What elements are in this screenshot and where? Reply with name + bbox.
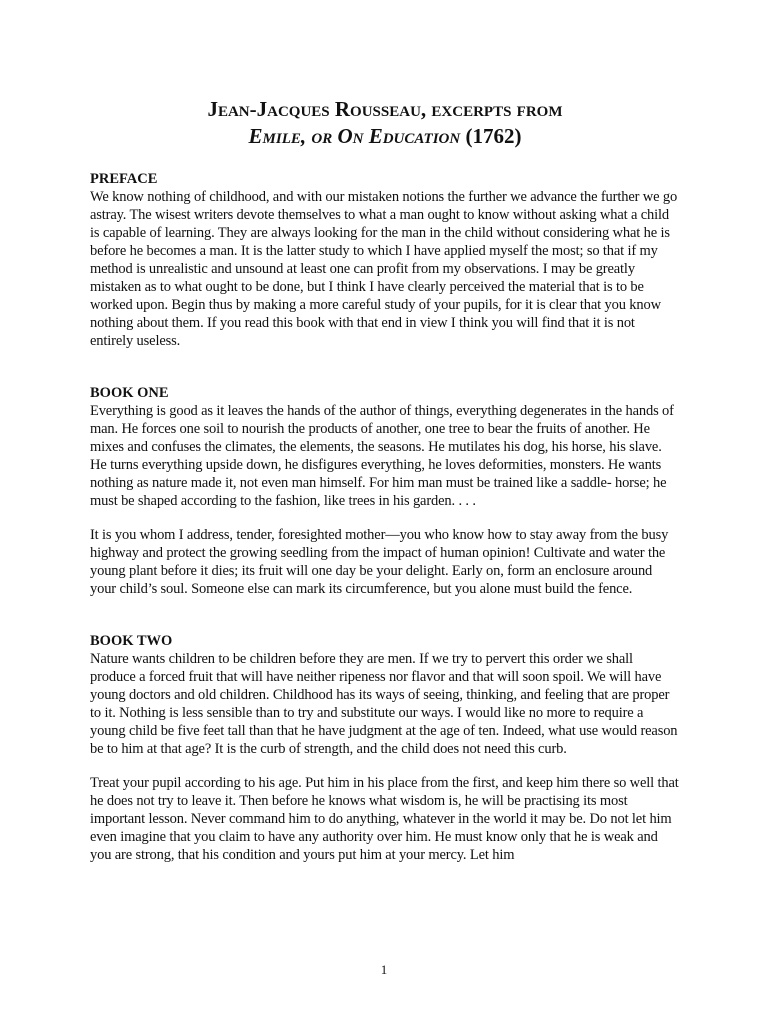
section-heading-book-two: BOOK TWO (90, 633, 173, 649)
section-book-two (90, 632, 680, 864)
paragraph: It is you whom I address, tender, foresighted mother—you who know how to stay away from the busy highway and protect the growing seedling from the impact of human opinion! Cultivate and water the young plant before it dies; its fruit will one day be your delight. Early on, form an enclosure around your child’s soul. Someone else can mark its circumference, but you alone must build the fence. (90, 527, 669, 597)
section-book-one (90, 384, 680, 598)
section-spacer (90, 598, 680, 632)
document-title (90, 96, 680, 150)
title-work-line (90, 123, 680, 150)
paragraph-spacer (90, 758, 680, 774)
paragraph: Everything is good as it leaves the hands of the author of things, everything degenerates in the hands of man. He forces one soil to nourish the products of another, one tree to bear the fruits of another. He mixes and confuses the climates, the elements, the seasons. He mutilates his dog, his horse, his slave. He turns everything upside down, he disfigures everything, he loves deformities, monsters. He wants nothing as nature made it, not even man himself. For him man must be trained like a saddle- horse; he must be shaped according to the fashion, like trees in his garden. . . . (90, 403, 674, 509)
page-number: 1 (380, 962, 388, 977)
section-spacer (90, 350, 680, 384)
section-heading-book-one: BOOK ONE (90, 385, 169, 401)
paragraph-spacer (90, 510, 680, 526)
section-heading-preface: PREFACE (90, 171, 158, 187)
title-author-line: Jean-Jacques Rousseau, excerpts from (207, 97, 563, 121)
title-work-name: Emile, or On Education (248, 124, 461, 148)
paragraph: Nature wants children to be children before they are men. If we try to pervert this order we shall produce a forced fruit that will have neither ripeness nor flavor and that will soon spoil. We will have young doctors and old children. Childhood has its ways of seeing, thinking, and feeling that are proper to it. Nothing is less sensible than to try and substitute our ways. I would like no more to require a young child be five feet tall than that he have judgment at the age of ten. Indeed, what use would reason be to him at that age? It is the curb of strength, and the child does not need this curb. (90, 651, 678, 757)
title-year: (1762) (460, 124, 522, 148)
paragraph: Treat your pupil according to his age. Put him in his place from the first, and keep him there so well that he does not try to leave it. Then before he knows what wisdom is, he will be practising its most important lesson. Never command him to do anything, whatever in the world it may be. Do not let him even imagine that you claim to have any authority over him. He must know only that he is weak and you are strong, that his condition and yours put him at your mercy. Let him (90, 775, 679, 863)
paragraph: We know nothing of childhood, and with our mistaken notions the further we advance the further we go astray. The wisest writers devote themselves to what a man ought to know without asking what a child is capable of learning. They are always looking for the man in the child without considering what he is before he becomes a man. It is the latter study to which I have applied myself the most; so that if my method is unrealistic and unsound at least one can profit from my observations. I may be greatly mistaken as to what ought to be done, but I think I have clearly perceived the material that is to be worked upon. Begin thus by making a more careful study of your pupils, for it is clear that you know nothing about them. If you read this book with that end in view I think you will find that it is not entirely useless. (90, 189, 678, 349)
section-preface (90, 170, 680, 350)
document-page (90, 96, 680, 864)
